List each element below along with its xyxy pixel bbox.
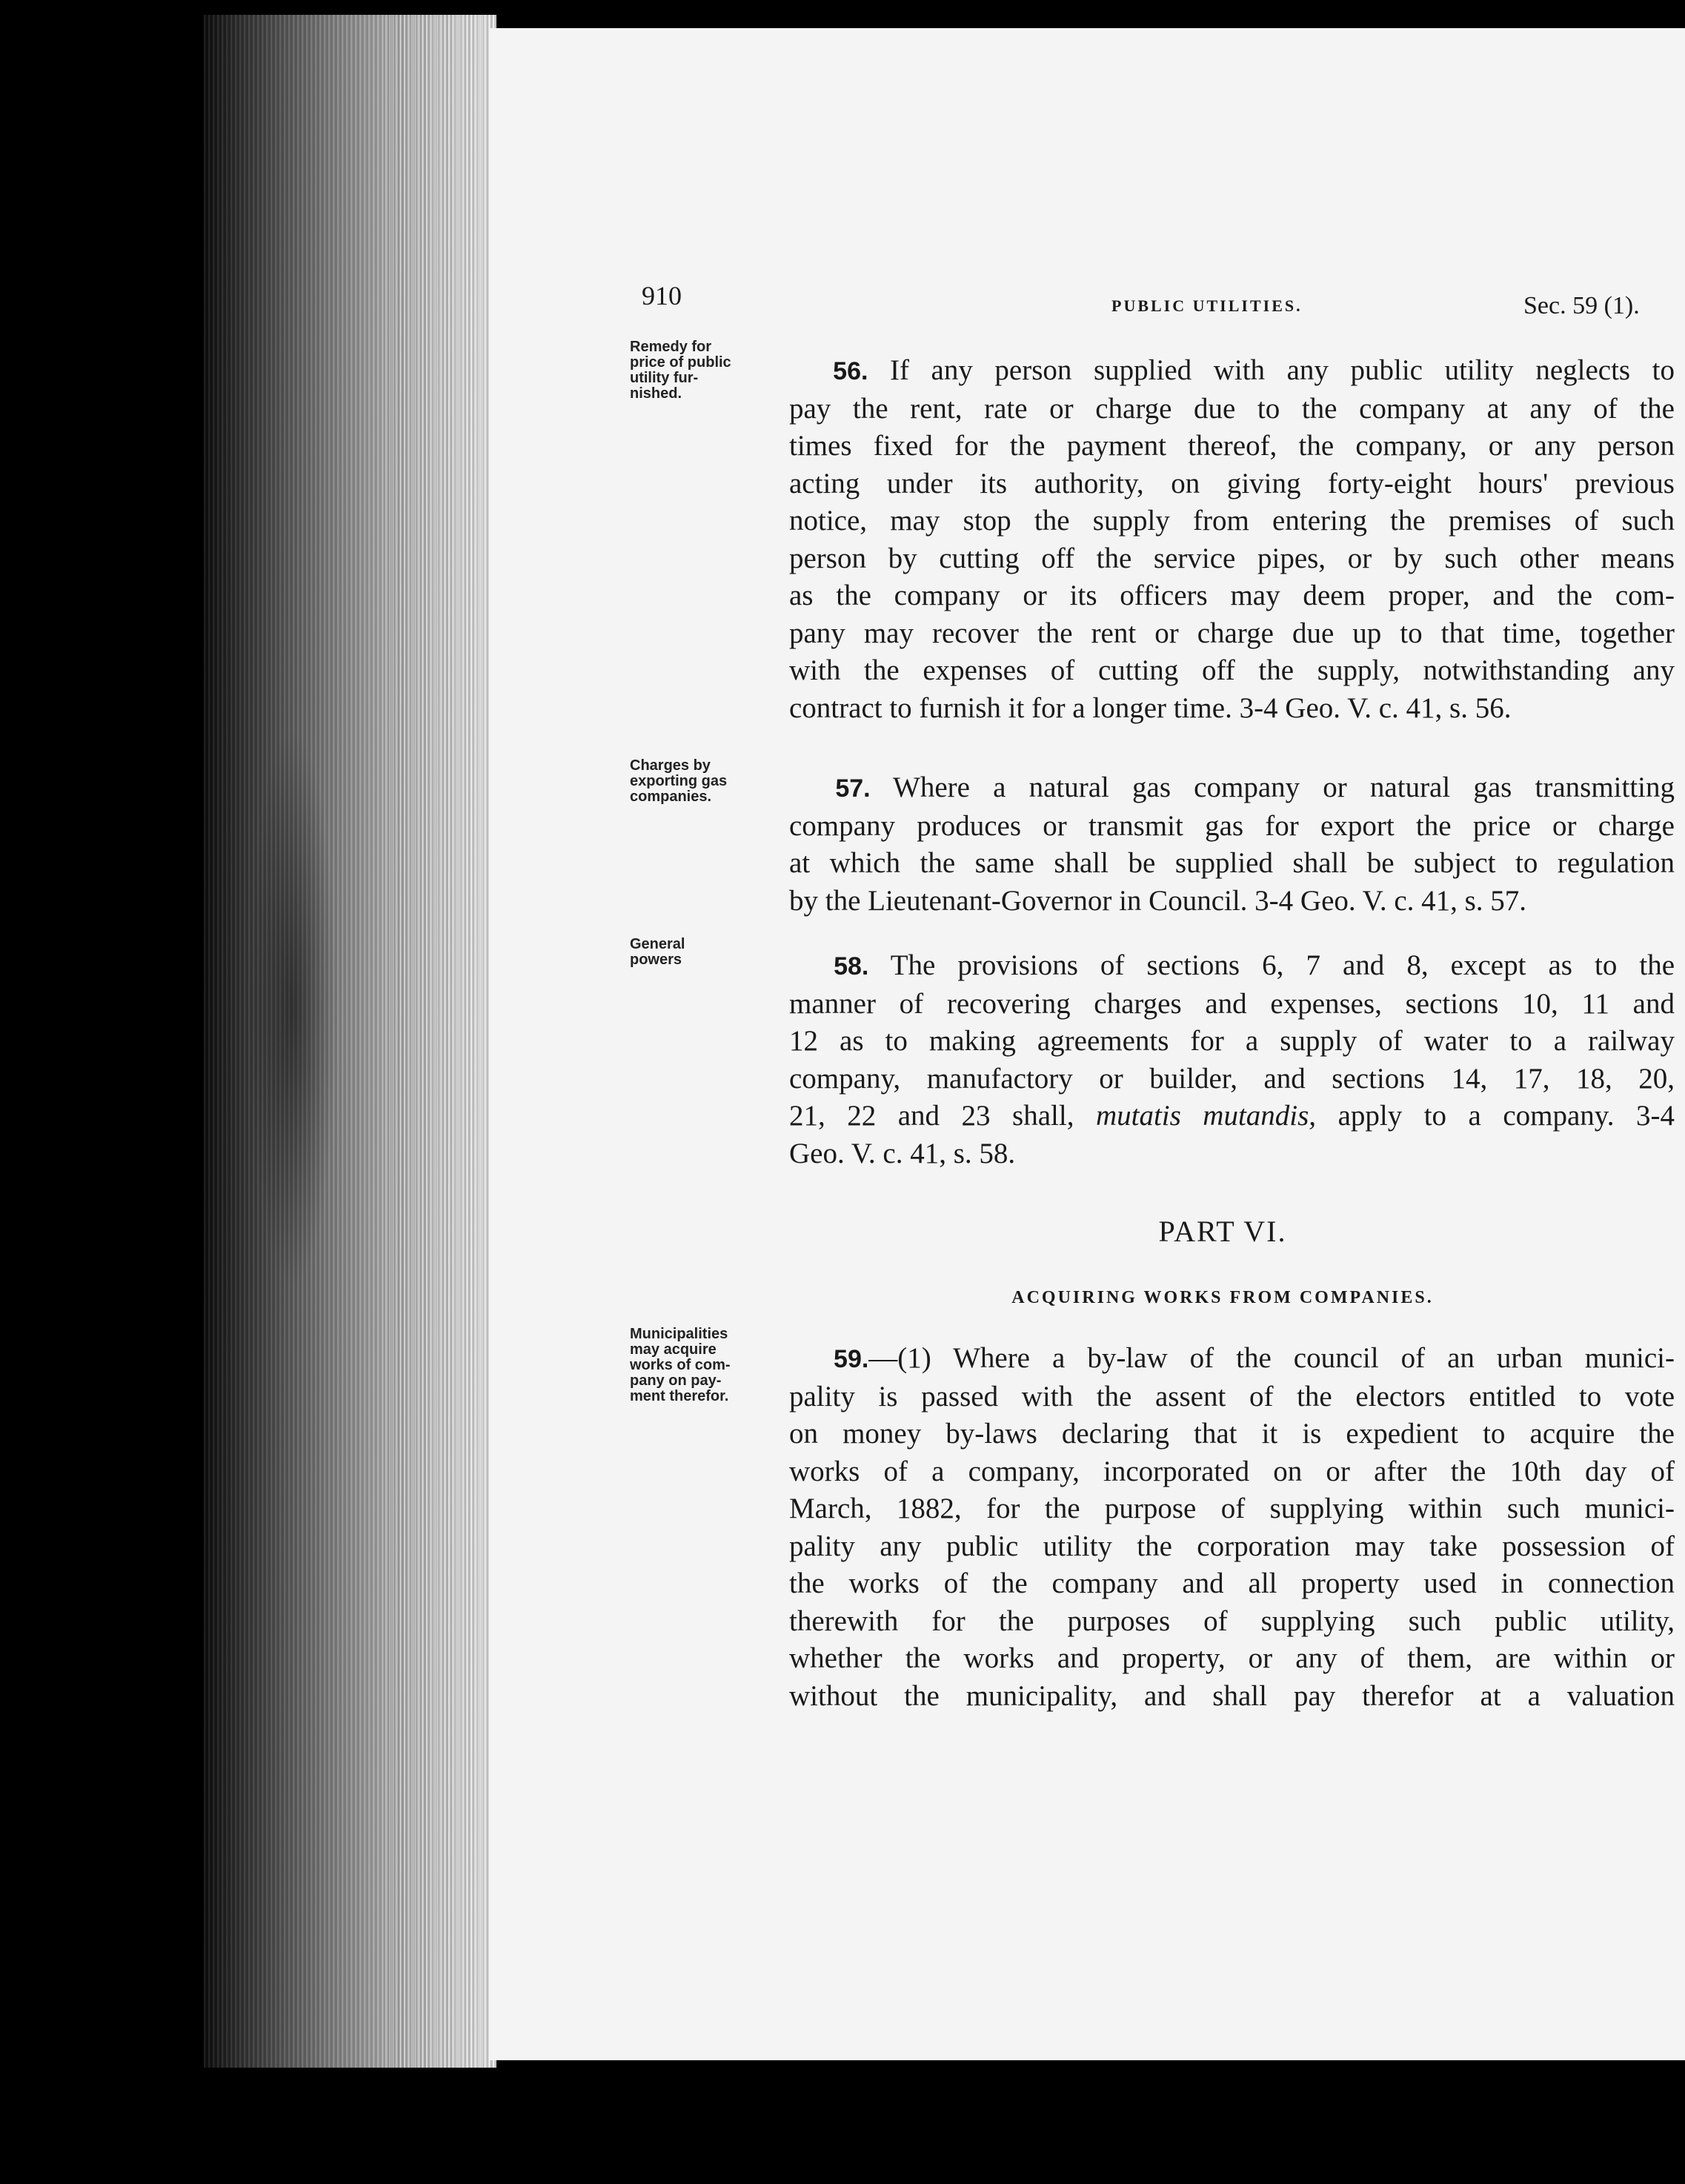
section-line: works of a company, incorporated on or after the 10th day of — [789, 1455, 1675, 1487]
marginal-note-59 — [630, 1327, 763, 1404]
marginal-note-56 — [630, 339, 763, 402]
section-56 — [789, 352, 1675, 727]
section-57 — [789, 769, 1675, 920]
section-line: company, manufactory or builder, and sections 14, 17, 18, 20, — [789, 1062, 1675, 1095]
running-title: PUBLIC UTILITIES. — [1111, 296, 1303, 315]
section-line: 21, 22 and 23 shall, mutatis mutandis, apply to a company. 3-4 — [789, 1100, 1675, 1132]
section-line: 12 as to making agreements for a supply of water to a railway — [789, 1025, 1675, 1057]
section-line: as the company or its officers may deem proper, and the com- — [789, 580, 1675, 611]
marginal-line: nished. — [630, 385, 682, 402]
section-line: acting under its authority, on giving forty-eight hours' previous — [789, 467, 1675, 499]
marginal-line: utility fur- — [630, 370, 699, 386]
section-line: 56. If any person supplied with any public utility neglects to — [833, 354, 1675, 386]
marginal-line: works of com- — [630, 1357, 731, 1373]
section-line: pay the rent, rate or charge due to the company at any of the — [789, 392, 1675, 425]
part-title: PART VI. — [1158, 1215, 1287, 1248]
marginal-line: Municipalities — [630, 1326, 728, 1342]
section-line: person by cutting off the service pipes, or by such other means — [789, 542, 1675, 574]
running-head — [489, 280, 1685, 325]
section-number: 58. — [834, 952, 869, 980]
section-line: without the municipality, and shall pay therefor at a valuation — [789, 1679, 1675, 1712]
marginal-line: exporting gas — [630, 773, 728, 789]
marginal-line: price of public — [630, 354, 731, 371]
page-edges — [385, 15, 496, 2068]
section-line: pality any public utility the corporation may take possession of — [789, 1530, 1675, 1562]
section-number: 59. — [834, 1345, 869, 1373]
binding-shadow — [248, 726, 337, 1290]
marginal-line: may acquire — [630, 1341, 717, 1358]
section-line: manner of recovering charges and expenses, sections 10, 11 and — [789, 987, 1675, 1020]
marginal-line: ment therefor. — [630, 1388, 729, 1404]
marginal-line: pany on pay- — [630, 1373, 722, 1389]
marginal-line: Remedy for — [630, 339, 712, 355]
section-line: 59.—(1) Where a by-law of the council of an urban munici- — [834, 1342, 1675, 1374]
marginal-line: powers — [630, 952, 682, 968]
section-line: company produces or transmit gas for export the price or charge — [789, 809, 1675, 842]
section-line: contract to furnish it for a longer time. 3-4 Geo. V. c. 41, s. 56. — [789, 691, 1512, 724]
page-number: 910 — [642, 281, 682, 311]
part-heading: ACQUIRING WORKS FROM COMPANIES. — [1011, 1288, 1434, 1307]
section-line: the works of the company and all property used in connection — [789, 1567, 1675, 1599]
book-page — [489, 28, 1685, 2060]
section-line: notice, may stop the supply from entering the premises of such — [789, 505, 1675, 537]
marginal-line: companies. — [630, 789, 712, 805]
section-line: 58. The provisions of sections 6, 7 and 8, except as to the — [834, 949, 1675, 981]
section-number: 56. — [833, 357, 868, 385]
section-58 — [789, 947, 1675, 1172]
section-line: March, 1882, for the purpose of supplying within such munici- — [789, 1493, 1675, 1524]
section-reference: Sec. 59 (1). — [1523, 292, 1640, 319]
section-line: with the expenses of cutting off the supply, notwithstanding any — [789, 654, 1675, 686]
section-line: on money by-laws declaring that it is expedient to acquire the — [789, 1418, 1675, 1450]
marginal-note-58 — [630, 937, 763, 968]
section-number: 57. — [835, 774, 871, 803]
marginal-line: Charges by — [630, 757, 711, 774]
section-line: times fixed for the payment thereof, the company, or any person — [789, 430, 1675, 462]
marginal-line: General — [630, 936, 685, 952]
section-line: pality is passed with the assent of the electors entitled to vote — [789, 1380, 1675, 1413]
marginal-note-57 — [630, 758, 763, 805]
latin-phrase: mutatis mutandis, — [1095, 1100, 1317, 1132]
section-line: therewith for the purposes of supplying such public utility, — [789, 1604, 1675, 1637]
section-line: Geo. V. c. 41, s. 58. — [789, 1137, 1016, 1169]
section-line: pany may recover the rent or charge due up to that time, together — [789, 617, 1675, 649]
section-line: whether the works and property, or any of them, are within or — [789, 1642, 1675, 1674]
section-line: at which the same shall be supplied shall be subject to regulation — [789, 847, 1675, 879]
section-line: by the Lieutenant-Governor in Council. 3-4 Geo. V. c. 41, s. 57. — [789, 884, 1527, 917]
section-59 — [789, 1340, 1675, 1715]
section-line: 57. Where a natural gas company or natural gas transmitting — [835, 771, 1675, 803]
